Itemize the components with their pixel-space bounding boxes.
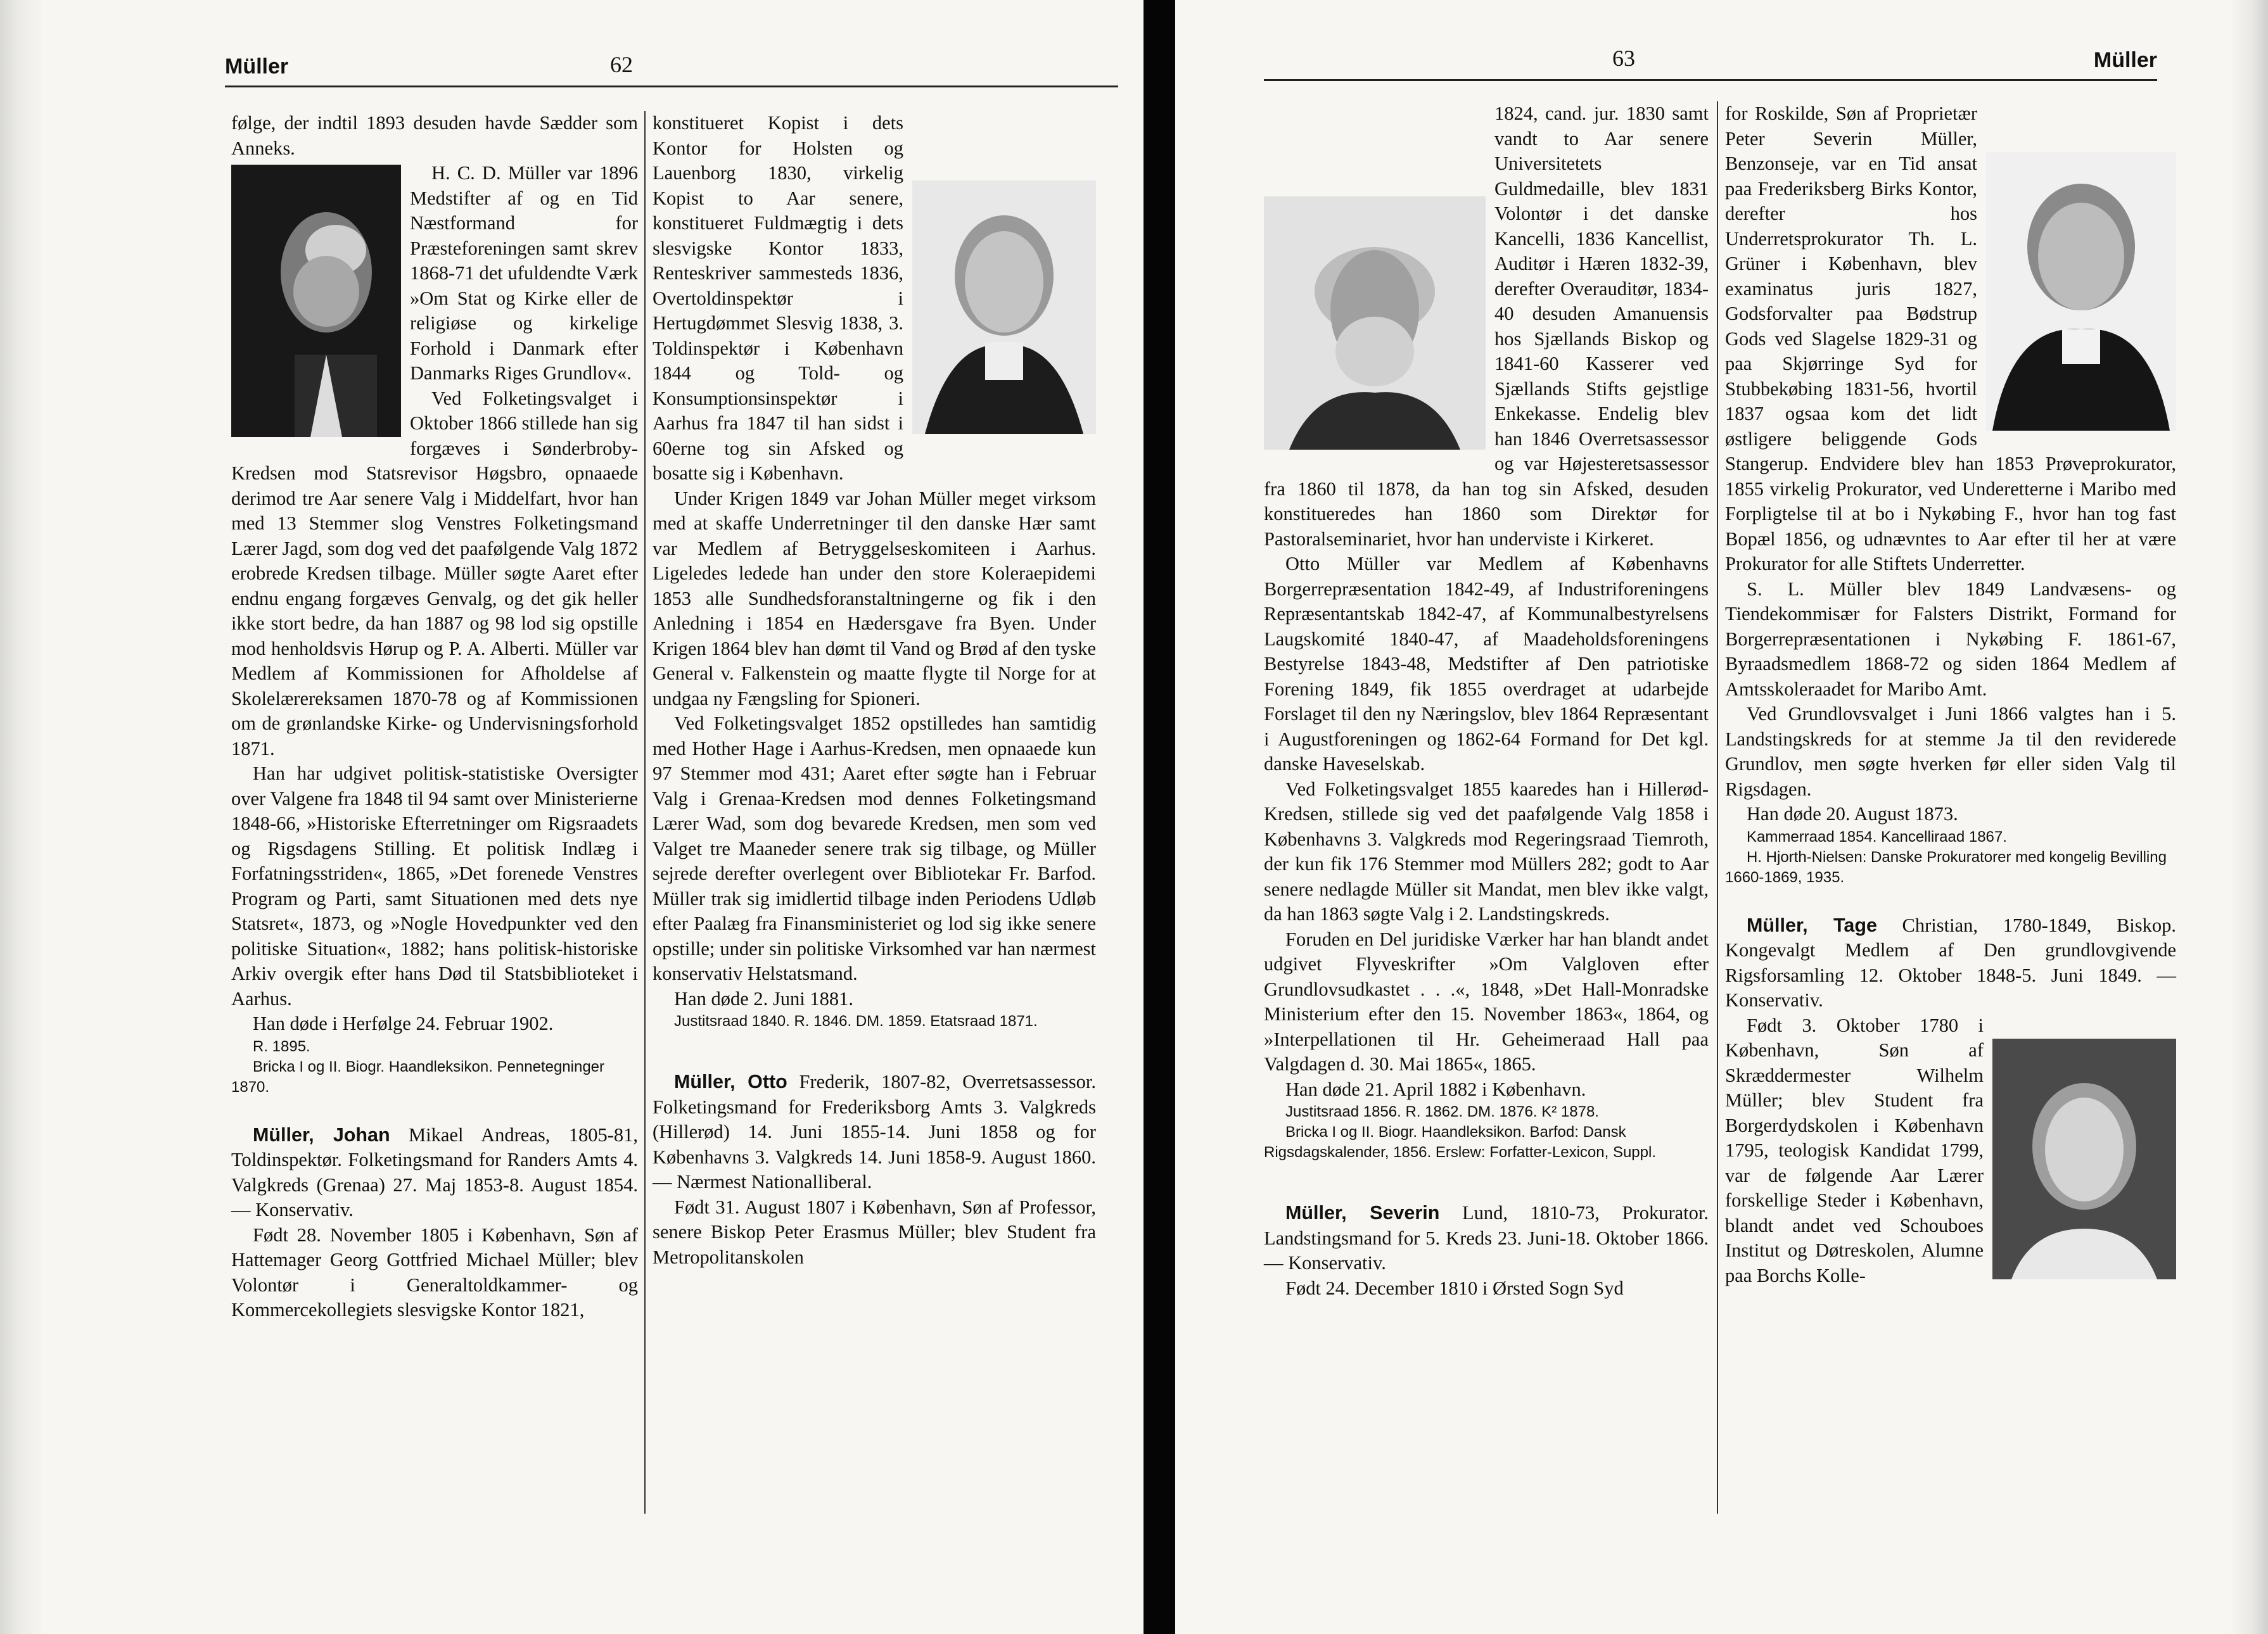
paragraph: Født 28. November 1805 i København, Søn af Hattemager Georg Gottfried Michael Müller; blev Volontør i Generaltoldkammer- og Kommercekollegiets slesvigske Kontor 1821, [231,1224,638,1320]
paragraph: Ved Folketingsvalget 1855 kaaredes han i Hillerød-Kredsen, stillede sig ved det paafølgende Valg 1858 i Københavns 3. Valgkreds mod Regeringsraad Tiemroth, der kun fik 176 Stemmer mod Müllers 282; godt to Aar senere nedlagde Müller sit Mandat, men blev ikke valgt, da han 1863 søgte Valg i 2. Landstingskreds. [1264,778,1709,925]
paragraph [231,161,638,386]
paragraph: Ved Folketingsvalget 1852 opstilledes han samtidig med Hother Hage i Aarhus-Kredsen, men opnaaede kun 97 Stemmer mod 431; Aaret efter søgte han i Februar Valg i Grenaa-Kredsen mod dennes Folketingsmand Lærer Wad, som dog bevarede Kredsen, men som ved Valget tre Maaneder senere trak sig tilbage, og Müller sejrede derefter overlegent over Bibliotekar Fr. Barfod. Müller trak sig imidlertid tilbage inden Periodens Udløb efter Paalæg fra Finansministeriet og lod sig ikke senere opstille; under sin politiske Virksomhed var han nærmest konservativ Helstatsmand. [653,712,1096,984]
paragraph [1725,101,2176,577]
entry-name: Müller, Otto [674,1071,787,1092]
paragraph: Han døde i Herfølge 24. Februar 1902. [253,1013,554,1034]
sources-note: Bricka I og II. Biogr. Haandleksikon. Pennetegninger 1870. [231,1058,604,1096]
paragraph: Under Krigen 1849 var Johan Müller meget virksom med at skaffe Underretninger til den danske Hær samt var Medlem af Betryggelseskomiteen i Aarhus. Ligeledes ledede han under den store Koleraepidemi 1853 alle Sundhedsforanstaltningerne og fik i den Anledning i 1854 en Hædersgave fra Byen. Under Krigen 1864 blev han dømt til Vand og Brød af den tyske General v. Falkenstein og maatte flygte til Norge for at undgaa ny Fængsling for Spioneri. [653,487,1096,709]
entry-heading [1725,913,2176,1013]
paragraph: Foruden en Del juridiske Værker har han blandt andet udgivet Flyveskrifter »Om Valgloven efter Grundlovsudkastet . . .«, 1848, »Det Hall-Monradske Ministerium efter den 15. November 1863«, 1864, og »Interpellationen til Hr. Geheimeraad Hall paa Valgdagen d. 30. Mai 1865«, 1865. [1264,928,1709,1075]
paragraph-text: 1824, cand. jur. 1830 samt vandt to Aar senere Universitetets Guldmedaille, blev 1831 Volontør i det danske Kancelli, 1836 Kancellist, Auditør i Hæren 1832-39, derefter Overauditør, 1834-40 desuden Amanuensis hos Sjællands Biskop og 1841-60 Kasserer ved Sjællands Stifts gejstlige Enkekasse. Endelig blev han 1846 Overretsassessor og var Højesteretsassessor fra 1860 til 1878, da han tog sin Afsked, desuden konstitueredes han 1860 som Direktør for Pastoralseminariet, hvor han underviste i Kirkeret. [1264,103,1709,550]
paragraph: Ved Grundlovsvalget i Juni 1866 valgtes han i 5. Landstingskreds for at stemme Ja til den reviderede Grundlov, men søgte hverken før eller siden Valg til Rigsdagen. [1725,703,2176,800]
running-head-name: Müller [225,54,289,79]
honors-note: Justitsraad 1856. R. 1862. DM. 1876. K² 1878. [1285,1103,1599,1120]
paragraph-text: konstitueret Kopist i dets Kontor for Holsten og Lauenborg 1830, virkelig Kopist to Aar senere, konstitueret Fuldmægtig i dets slesvigske Kontor 1833, Renteskriver sammesteds 1836, Overtoldinspektør i Hertugdømmet Slesvig 1838, 3. Toldinspektør i København 1844 og Told- og Konsumptionsinspektør i Aarhus fra 1847 til han sidst i 60erne tog sin Afsked og bosatte sig i København. [653,112,903,484]
portrait-image [231,165,401,437]
paragraph: Født 31. August 1807 i København, Søn af Professor, senere Biskop Peter Erasmus Müller; blev Student fra Metropolitanskolen [653,1196,1096,1268]
book-gutter [1144,0,1175,1634]
right-page [1175,0,2268,1634]
paragraph: Han døde 20. August 1873. [1747,803,1958,825]
sources-note: H. Hjorth-Nielsen: Danske Prokuratorer med kongelig Bevilling 1660-1869, 1935. [1725,848,2167,886]
honors-note: Kammerraad 1854. Kancelliraad 1867. [1747,828,2007,846]
left-page-column-2 [653,111,1096,1270]
entry-heading [1264,1201,1709,1276]
entry-name: Müller, Johan [253,1124,390,1146]
entry-heading [653,1070,1096,1195]
paragraph: Han har udgivet politisk-statistiske Oversigter over Valgene fra 1848 til 94 samt over Ministerierne 1848-66, »Historiske Efterretninger om Rigsraadets og Rigsdagens Stilling. Et politisk Indlæg i Forfatningsstriden«, 1865, »Det forenede Venstres Program og Parti, samt Situationen med dets nye Statsret«, 1873, og »Nogle Hovedpunkter ved den politiske Situation«, 1882; hans politisk-historiske Arkiv overgik efter hans Død til Statsbiblioteket i Aarhus. [231,763,638,1010]
paragraph [1725,1013,2176,1289]
page-number: 63 [1612,46,1635,71]
entry-summary: Christian, 1780-1849, Biskop. Kongevalgt Medlem af Den grundlovgivende Rigsforsamling 12. Oktober 1848-5. Juni 1849. — Konservativ. [1725,914,2176,1011]
left-page-column-1 [231,111,638,1323]
right-page-header [1264,41,2157,81]
left-page-header [225,48,1118,87]
column-rule [1717,101,1718,1514]
portrait-image [912,180,1096,434]
portrait-image [1264,196,1486,450]
entry-summary: Mikael Andreas, 1805-81, Toldinspektør. Folketingsmand for Randers Amts 4. Valgkreds (Grenaa) 27. Maj 1853-8. August 1854. — Konservativ. [231,1124,639,1220]
portrait-image [1992,1039,2176,1279]
paragraph: følge, der indtil 1893 desuden havde Sædder som Anneks. [231,112,638,159]
paragraph [653,111,1096,486]
entry-heading [231,1123,638,1223]
honors-note: Justitsraad 1840. R. 1846. DM. 1859. Etatsraad 1871. [674,1013,1038,1030]
right-page-column-2 [1725,101,2176,1288]
column-rule [644,111,646,1514]
paragraph-text: for Roskilde, Søn af Proprietær Peter Severin Müller, Benzonseje, var en Tid ansat paa Frederiksberg Birks Kontor, derefter hos Underretsprokurator Th. L. Grüner i København, blev examinatus juris 1827, Godsforvalter paa Bødstrup Gods ved Slagelse 1829-31 og paa Skjørringe Syd for Stubbekøbing 1831-56, hvortil 1837 ogsaa kom det lidt østligere beliggende Gods Stangerup. Endvidere blev han 1853 Prøveprokurator, 1855 virkelig Prokurator, ved Underetterne i Maribo med Forpligtelse til at bo i Nykøbing F., hvor han tog fast Bopæl 1856, og udnævntes to Aar efter til her at være Prokurator for alle Stiftets Underretter. [1725,103,2176,574]
paragraph: Han døde 21. April 1882 i København. [1285,1078,1586,1100]
entry-name: Müller, Severin [1285,1202,1440,1224]
sources-note: Bricka I og II. Biogr. Haandleksikon. Barfod: Dansk Rigsdagskalender, 1856. Erslew: Forfatter-Lexicon, Suppl. [1264,1124,1656,1161]
paragraph [1264,101,1709,552]
entry-name: Müller, Tage [1747,914,1877,936]
entry-summary: Frederik, 1807-82, Overretsassessor. Folketingsmand for Frederiksborg Amts 3. Valgkreds (Hillerød) 14. Juni 1855-14. Juni 1858 og for Københavns 3. Valgkreds 14. Juni 1858-9. August 1860. — Nærmest Nationalliberal. [653,1071,1097,1193]
entry-summary: Lund, 1810-73, Prokurator. Landstingsmand for 5. Kreds 23. Juni-18. Oktober 1866. — Konservativ. [1264,1202,1709,1274]
portrait-image [1986,152,2176,431]
page-number: 62 [610,52,633,77]
paragraph-text: Født 3. Oktober 1780 i København, Søn af Skræddermester Wilhelm Müller; blev Student fra Borgerdydskolen i København 1795, teologisk Kandidat 1799, var de følgende Aar Lærer forskellige Steder i København, blandt andet ved Schouboes Institut og Døtreskolen, Alumne paa Borchs Kolle- [1725,1014,1984,1286]
paragraph: Født 24. December 1810 i Ørsted Sogn Syd [1285,1277,1624,1299]
paragraph: Han døde 2. Juni 1881. [674,987,853,1010]
running-head-name: Müller [2093,48,2157,72]
paragraph: Otto Müller var Medlem af Københavns Borgerrepræsentation 1842-49, af Industriforeningens Repræsentantskab 1842-47, af Kommunalbestyrelsens Laugskomité 1840-47, af Maadeholdsforeningens Bestyrelse 1843-48, Medstifter af Den patriotiske Forening 1849, fik 1855 overdraget at udarbejde Forslaget til den ny Næringslov, blev 1864 Repræsentant i Augustforeningen og 1862-64 Formand for Det kgl. danske Haveselskab. [1264,553,1709,775]
paragraph-text: H. C. D. Müller var 1896 Medstifter af og en Tid Næstformand for Præsteforeningen samt skrev 1868-71 det ufuldendte Værk »Om Stat og Kirke eller de religiøse og kirkelige Forhold i Danmark efter Danmarks Riges Grundlov«. [410,162,638,384]
honors-note: R. 1895. [253,1037,310,1055]
paragraph: Ved Folketingsvalget i Oktober 1866 stillede han sig forgæves i Sønderbroby-Kredsen mod Statsrevisor Høgsbro, opnaaede derimod tre Aar senere Valg i Middelfart, hvor han med 13 Stemmer slog Venstres Folketingsmand Lærer Jagd, som dog ved det paafølgende Valg 1872 erobrede Kredsen tilbage. Müller søgte Aaret efter endnu engang forgæves Genvalg, og det gik heller ikke stort bedre, da han 1887 og 98 lod sig opstille mod henholdsvis Hørup og P. A. Alberti. Müller var Medlem af Kommissionen for Afholdelse af Skolelærereksamen 1870-78 og af Kommissionen om de grønlandske Kirke- og Undervisningsforhold 1871. [231,387,638,759]
right-page-column-1 [1264,101,1709,1301]
paragraph: S. L. Müller blev 1849 Landvæsens- og Tiendekommisær for Falsters Distrikt, Formand for Borgerrepræsentationen i Nykøbing F. 1861-67, Byraadsmedlem 1868-72 og siden 1864 Medlem af Amtsskoleraadet for Maribo Amt. [1725,578,2176,700]
